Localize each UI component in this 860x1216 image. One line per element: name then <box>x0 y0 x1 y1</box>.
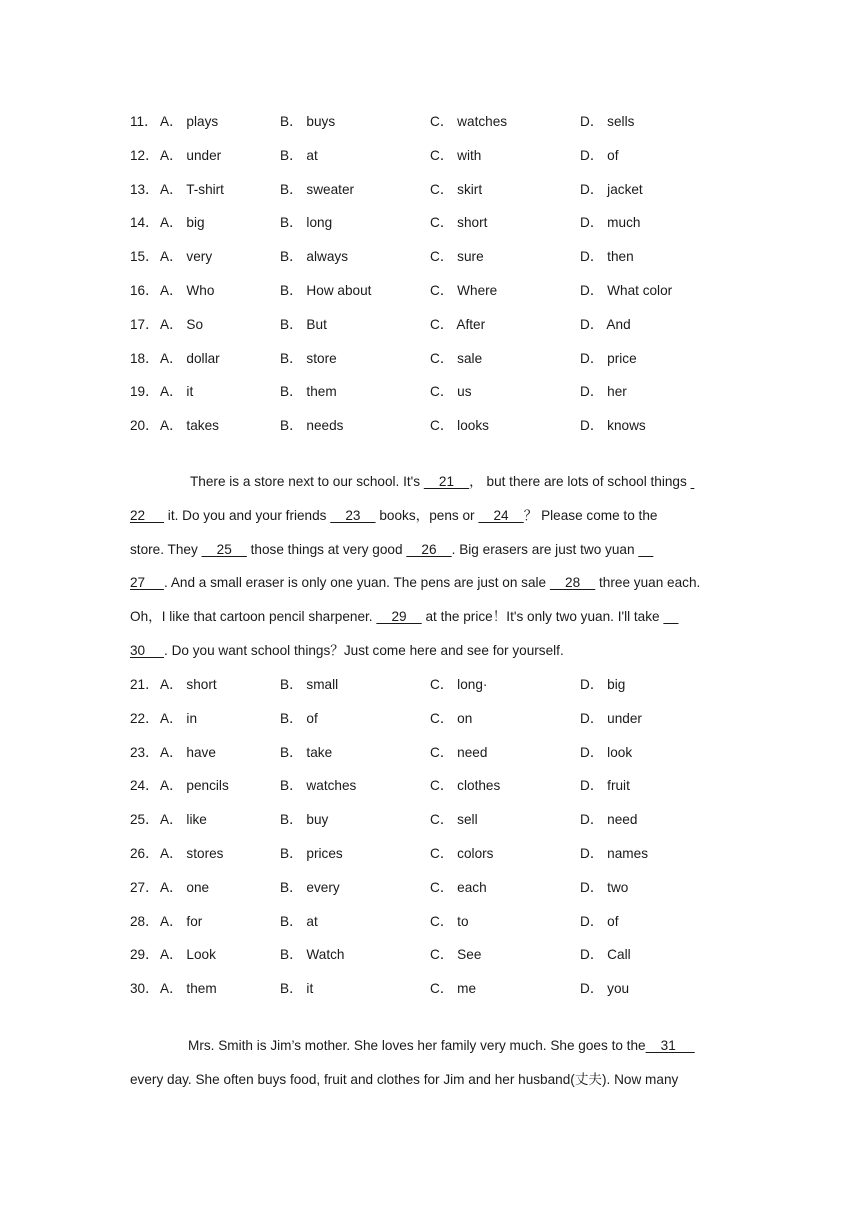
question-row <box>130 316 750 350</box>
blank-28: 28 <box>549 575 596 591</box>
option-b: B． prices <box>280 845 343 861</box>
option-b: B． at <box>280 147 318 163</box>
question-row <box>130 744 750 778</box>
passage-text: ， but there are lots of school things <box>469 474 691 489</box>
option-a: A． in <box>160 710 198 726</box>
passage-text: ？ Please come to the <box>523 507 658 523</box>
question-number: 21． <box>130 677 159 692</box>
question-number: 13． <box>130 181 159 197</box>
option-b: B． needs <box>280 418 344 434</box>
option-c: C． skirt <box>430 181 483 197</box>
blank-23: 23 <box>330 507 376 523</box>
question-row <box>130 913 750 947</box>
passage-text: three yuan each. <box>595 575 701 591</box>
question-row <box>130 350 750 384</box>
passage-line <box>130 533 740 567</box>
passage-line <box>130 634 740 668</box>
blank-30-start <box>663 609 678 624</box>
blank-30: 30 <box>130 642 165 658</box>
question-row <box>130 383 750 417</box>
option-c: C． After <box>430 316 486 332</box>
question-number: 14． <box>130 215 159 231</box>
passage-text: every day. She often buys food, fruit and clothes for Jim and her husband(丈夫). Now many <box>130 1071 679 1087</box>
blank-31: 31 <box>645 1038 695 1053</box>
option-c: C． me <box>430 981 477 997</box>
option-a: A． takes <box>160 418 219 434</box>
passage-text: . Do you want school things？Just come here and see for yourself. <box>164 642 564 658</box>
question-row <box>130 980 750 1014</box>
option-c: C． sale <box>430 350 483 366</box>
question-number: 25． <box>130 812 159 828</box>
question-block-21-30 <box>130 676 750 1014</box>
question-number: 12． <box>130 147 159 163</box>
option-c: C． with <box>430 147 482 163</box>
option-c: C． each <box>430 879 487 895</box>
passage-text: at the price！It's only two yuan. I'll take <box>421 609 664 625</box>
option-a: A． for <box>160 913 203 929</box>
option-b: B． How about <box>280 282 372 298</box>
question-number: 23． <box>130 744 159 760</box>
option-d: D． of <box>580 147 619 163</box>
passage-text: There is a store next to our school. It's <box>190 474 424 489</box>
option-b: B． sweater <box>280 181 355 197</box>
cloze-passage-3 <box>130 1029 740 1097</box>
option-b: B． store <box>280 350 337 366</box>
option-c: C． need <box>430 744 488 760</box>
option-c: C． looks <box>430 418 489 434</box>
option-c: C． short <box>430 215 488 231</box>
passage-line <box>130 1063 740 1097</box>
question-row <box>130 248 750 282</box>
option-d: D． fruit <box>580 778 630 794</box>
option-a: A． stores <box>160 845 224 861</box>
option-b: B． buy <box>280 812 329 828</box>
option-d: D． then <box>580 249 634 265</box>
option-c: C． sell <box>430 812 478 828</box>
question-block-11-20 <box>130 113 750 451</box>
passage-text: Mrs. Smith is Jim’s mother. She loves her family very much. She goes to the <box>188 1038 646 1053</box>
option-a: A． plays <box>160 114 219 129</box>
option-a: A． have <box>160 744 216 760</box>
passage-text: . Big erasers are just two yuan <box>451 541 639 557</box>
passage-line <box>130 566 740 600</box>
option-a: A． short <box>160 677 217 692</box>
option-b: B． small <box>280 677 339 692</box>
option-c: C． us <box>430 384 472 400</box>
question-number: 18． <box>130 350 159 366</box>
question-row <box>130 777 750 811</box>
passage-text: those things at very good <box>246 541 407 557</box>
option-a: A． dollar <box>160 350 220 366</box>
question-number: 20． <box>130 418 159 434</box>
option-d: D． look <box>580 744 633 760</box>
question-row <box>130 417 750 451</box>
option-d: D． big <box>580 677 626 692</box>
question-number: 29． <box>130 947 159 963</box>
option-b: B． at <box>280 913 318 929</box>
blank-27-start <box>638 542 653 557</box>
passage-line <box>130 499 740 533</box>
option-a: A． under <box>160 147 222 163</box>
option-a: A． pencils <box>160 778 229 794</box>
option-d: D． price <box>580 350 637 366</box>
question-row <box>130 676 750 710</box>
option-d: D． Call <box>580 947 631 963</box>
blank-26: 26 <box>406 541 452 557</box>
blank-24: 24 <box>478 507 524 523</box>
question-row <box>130 845 750 879</box>
option-d: D． jacket <box>580 181 643 197</box>
passage-line <box>130 600 740 634</box>
option-c: C． Where <box>430 282 498 298</box>
question-number: 17． <box>130 316 159 332</box>
option-a: A． them <box>160 981 217 997</box>
option-c: C． colors <box>430 845 494 861</box>
question-row <box>130 879 750 913</box>
question-number: 26． <box>130 845 159 861</box>
question-row <box>130 181 750 215</box>
option-a: A． it <box>160 384 194 400</box>
question-number: 19． <box>130 384 159 400</box>
passage-text: Oh，I like that cartoon pencil sharpener. <box>130 609 377 625</box>
option-d: D． her <box>580 384 627 400</box>
option-c: C． on <box>430 710 473 726</box>
option-b: B． of <box>280 710 318 726</box>
option-a: A． big <box>160 215 205 231</box>
option-d: D． two <box>580 879 629 895</box>
question-row <box>130 282 750 316</box>
option-b: B． every <box>280 879 340 895</box>
passage-text: it. Do you and your friends <box>164 507 331 523</box>
option-b: B． long <box>280 215 333 231</box>
option-d: D． What color <box>580 282 673 298</box>
question-number: 11． <box>130 114 158 129</box>
option-d: D． you <box>580 981 630 997</box>
question-row <box>130 710 750 744</box>
option-b: B． them <box>280 384 337 400</box>
blank-27: 27 <box>130 575 165 591</box>
question-row <box>130 811 750 845</box>
option-c: C． to <box>430 913 469 929</box>
option-b: B． it <box>280 981 314 997</box>
question-row <box>130 147 750 181</box>
question-number: 30． <box>130 981 159 997</box>
cloze-passage-2 <box>130 465 740 668</box>
option-d: D． of <box>580 913 619 929</box>
blank-29: 29 <box>376 609 422 625</box>
option-a: A． very <box>160 249 213 265</box>
option-d: D． need <box>580 812 638 828</box>
passage-text: store. They <box>130 541 202 557</box>
question-number: 24． <box>130 778 159 794</box>
question-row <box>130 113 750 147</box>
option-b: B． watches <box>280 778 357 794</box>
option-b: B． buys <box>280 114 336 129</box>
passage-text: . And a small eraser is only one yuan. The pens are just on sale <box>164 575 550 591</box>
option-d: D． knows <box>580 418 646 434</box>
option-b: B． Watch <box>280 947 345 963</box>
option-a: A． Look <box>160 947 216 963</box>
question-number: 16． <box>130 282 159 298</box>
blank-25: 25 <box>201 541 247 557</box>
option-c: C． clothes <box>430 778 501 794</box>
option-a: A． one <box>160 879 210 895</box>
question-number: 22． <box>130 710 159 726</box>
question-number: 28． <box>130 913 159 929</box>
passage-text: books，pens or <box>375 507 479 523</box>
option-a: A． like <box>160 812 207 828</box>
option-a: A． So <box>160 316 204 332</box>
option-d: D． And <box>580 316 631 332</box>
option-d: D． names <box>580 845 648 861</box>
question-row <box>130 946 750 980</box>
option-b: B． take <box>280 744 333 760</box>
option-a: A． T-shirt <box>160 181 224 197</box>
question-number: 27． <box>130 879 159 895</box>
blank-22-start <box>691 474 695 489</box>
option-d: D． sells <box>580 114 635 129</box>
option-c: C． long· <box>430 677 488 692</box>
option-a: A． Who <box>160 282 215 298</box>
question-number: 15． <box>130 249 159 265</box>
option-b: B． always <box>280 249 348 265</box>
blank-22: 22 <box>130 507 165 523</box>
option-d: D． much <box>580 215 641 231</box>
option-b: B． But <box>280 316 327 332</box>
option-c: C． watches <box>430 114 508 129</box>
passage-line <box>130 1029 740 1063</box>
question-row <box>130 214 750 248</box>
passage-line <box>130 465 740 499</box>
option-d: D． under <box>580 710 642 726</box>
blank-21: 21 <box>423 474 470 489</box>
option-c: C． See <box>430 947 482 963</box>
option-c: C． sure <box>430 249 484 265</box>
